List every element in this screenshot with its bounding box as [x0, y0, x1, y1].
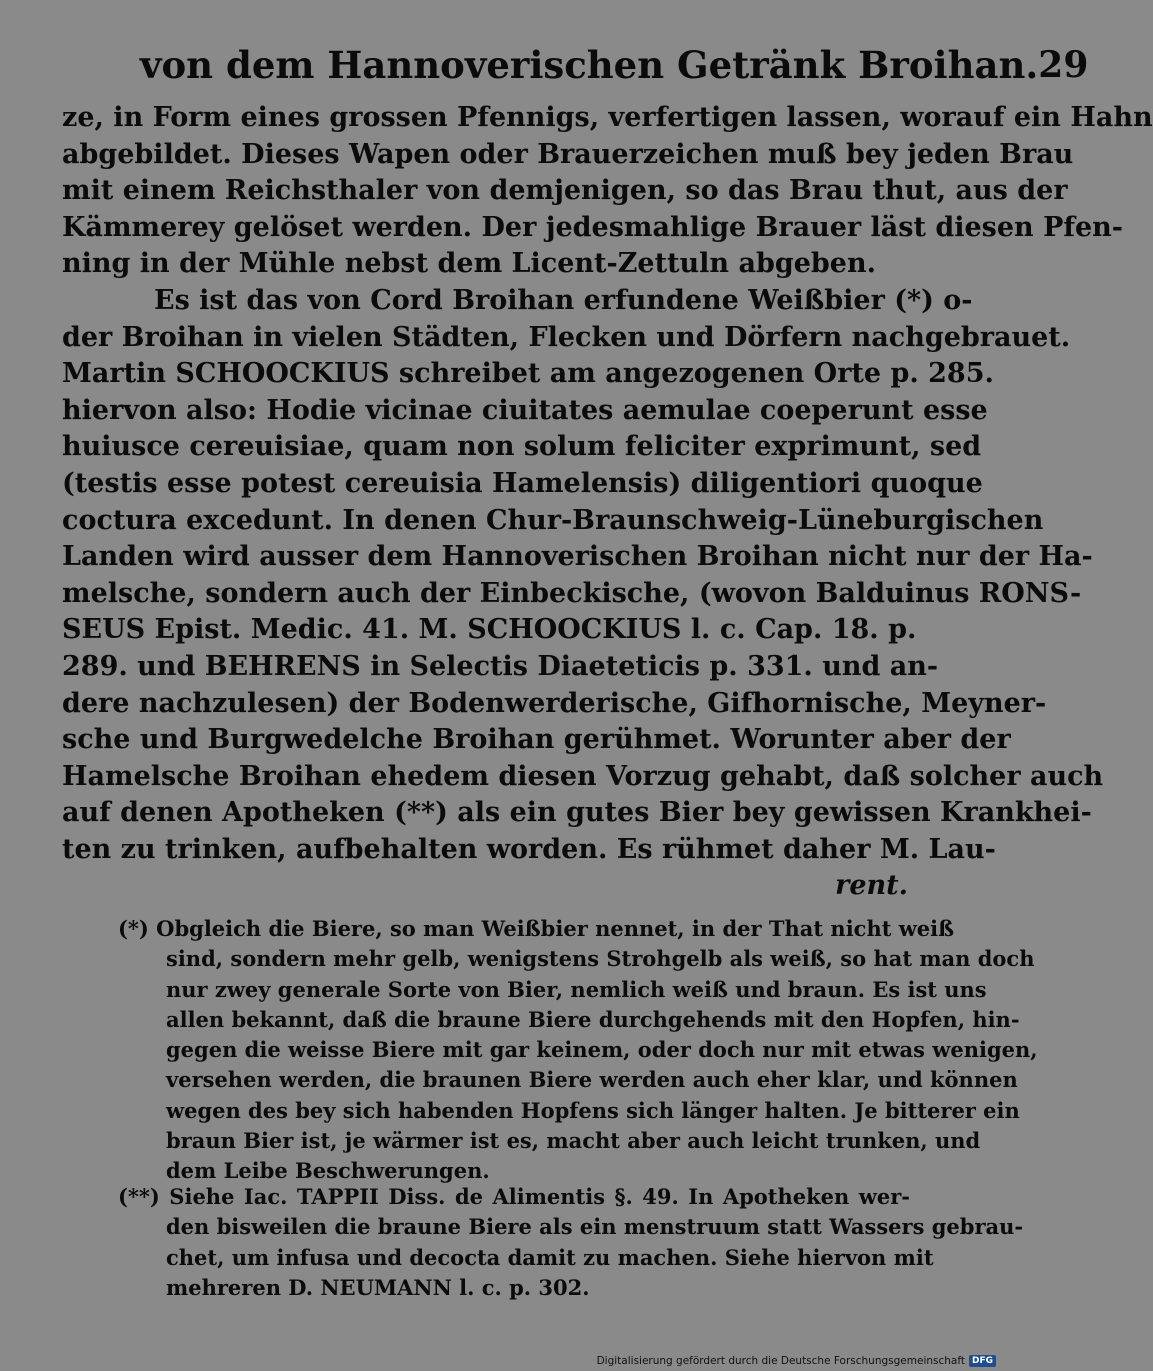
text-line: mit einem Reichsthaler von demjenigen, so das Brau thut, aus der: [62, 175, 1068, 207]
text-line: hiervon also: Hodie vicinae ciuitates aemulae coeperunt esse: [62, 394, 988, 426]
text-line: Landen wird ausser dem Hannoverischen Broihan nicht nur der Ha-: [62, 541, 1093, 573]
text-line: huiusce cereuisiae, quam non solum feliciter exprimunt, sed: [62, 431, 982, 463]
text-line: auf denen Apotheken (**) als ein gutes Bier bey gewissen Krankhei-: [62, 797, 1092, 829]
running-header: [140, 40, 1089, 90]
text-line: sche und Burgwedelche Broihan gerühmet. Worunter aber der: [62, 724, 1011, 756]
footnote-line: nur zwey generale Sorte von Bier, nemlich weiß und braun. Es ist uns: [166, 976, 987, 1002]
text-line: ten zu trinken, aufbehalten worden. Es rühmet daher M. Lau-: [62, 833, 996, 865]
running-title: von dem Hannoverischen Getränk Broihan.: [140, 43, 1039, 87]
text-line: Kämmerey gelöset werden. Der jedesmahlige Brauer läst diesen Pfen-: [62, 211, 1124, 243]
text-line: (testis esse potest cereuisia Hamelensis) diligentiori quoque: [62, 467, 983, 499]
footnote-line: den bisweilen die braune Biere als ein menstruum statt Wassers gebrau-: [166, 1214, 1024, 1240]
page-number: 29: [1038, 44, 1089, 86]
footnote-line: versehen werden, die braunen Biere werden auch eher klar, und können: [166, 1067, 1018, 1093]
digitization-credit: [597, 1353, 996, 1369]
footnote-2: [118, 1182, 1024, 1303]
text-line: Es ist das von Cord Broihan erfundene Weißbier (*) o-: [154, 284, 973, 316]
text-line: der Broihan in vielen Städten, Flecken und Dörfern nachgebrauet.: [62, 321, 1071, 353]
text-line: ze, in Form eines grossen Pfennigs, verfertigen lassen, worauf ein Hahn: [62, 102, 1153, 133]
dfg-logo-icon: DFG: [969, 1355, 996, 1367]
footnote-line: (**) Siehe Iac. TAPPII Diss. de Alimentis §. 49. In Apotheken wer-: [118, 1184, 910, 1209]
footnote-line: allen bekannt, daß die braune Biere durchgehends mit den Hopfen, hin-: [166, 1006, 1020, 1032]
text-line: ning in der Mühle nebst dem Licent-Zettuln abgeben.: [62, 248, 876, 280]
credit-text: Digitalisierung gefördert durch die Deutsche Forschungsgemeinschaft: [596, 1355, 965, 1367]
main-text: [62, 100, 1153, 905]
text-line: melsche, sondern auch der Einbeckische, (wovon Balduinus RONS-: [62, 577, 1082, 609]
footnote-line: wegen des bey sich habenden Hopfens sich länger halten. Je bitterer ein: [166, 1097, 1020, 1123]
text-line: coctura excedunt. In denen Chur-Braunschweig-Lüneburgischen: [62, 504, 1044, 536]
text-line: abgebildet. Dieses Wapen oder Brauerzeichen muß bey jeden Brau: [62, 138, 1074, 170]
text-line: dere nachzulesen) der Bodenwerderische, Gifhornische, Meyner-: [62, 687, 1047, 719]
footnote-1: [118, 914, 1038, 1187]
text-line: Hamelsche Broihan ehedem diesen Vorzug gehabt, daß solcher auch: [62, 760, 1104, 792]
footnote-line: mehreren D. NEUMANN l. c. p. 302.: [166, 1274, 590, 1300]
text-line: SEUS Epist. Medic. 41. M. SCHOOCKIUS l. c. Cap. 18. p.: [62, 614, 917, 646]
footnote-line: chet, um infusa und decocta damit zu machen. Siehe hiervon mit: [166, 1244, 934, 1270]
catchword: rent.: [835, 870, 908, 902]
footnote-line: braun Bier ist, je wärmer ist es, macht aber auch leicht trunken, und: [166, 1128, 981, 1154]
text-line: Martin SCHOOCKIUS schreibet am angezogenen Orte p. 285.: [62, 358, 994, 390]
footnote-line: dem Leibe Beschwerungen.: [166, 1158, 490, 1184]
footnote-line: gegen die weisse Biere mit gar keinem, oder doch nur mit etwas wenigen,: [166, 1037, 1038, 1063]
footnote-line: (*) Obgleich die Biere, so man Weißbier nennet, in der That nicht weiß: [118, 916, 955, 941]
footnote-line: sind, sondern mehr gelb, wenigstens Strohgelb als weiß, so hat man doch: [166, 946, 1035, 972]
text-line: 289. und BEHRENS in Selectis Diaeteticis p. 331. und an-: [62, 650, 939, 682]
